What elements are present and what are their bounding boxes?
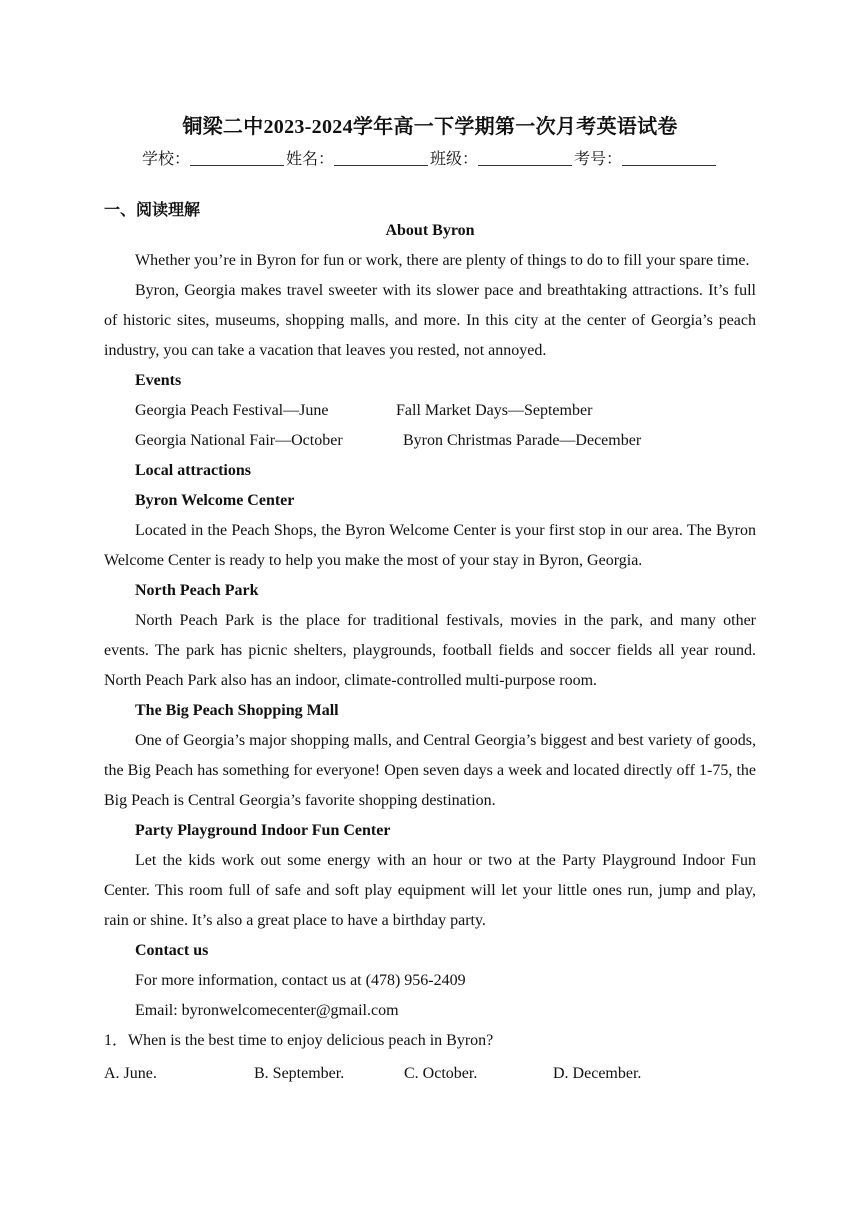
- contact-heading: Contact us: [135, 942, 209, 959]
- event-item: Byron Christmas Parade—December: [403, 432, 642, 449]
- number-label: 考号：: [574, 149, 623, 168]
- class-label: 班级：: [430, 149, 479, 168]
- welcome-center-text: Located in the Peach Shops, the Byron Welcome Center is your first stop in our area. The Byron Welcome Center is ready to help you make the most of your stay in Byron, Georgia.: [104, 522, 756, 569]
- name-label: 姓名：: [285, 149, 334, 168]
- party-heading: Party Playground Indoor Fun Center: [135, 822, 391, 839]
- mall-text: One of Georgia’s major shopping malls, and Central Georgia’s biggest and best variety of goods, the Big Peach has something for everyone! Open seven days a week and located directly off 1-75, the Big Peach is Central Georgia’s favorite shopping destination.: [104, 732, 756, 809]
- park-heading: North Peach Park: [135, 582, 259, 599]
- question-1: 1．When is the best time to enjoy delicious peach in Byron?: [104, 1032, 494, 1049]
- event-item: Fall Market Days—September: [396, 402, 593, 419]
- welcome-center-heading: Byron Welcome Center: [135, 492, 295, 509]
- event-item: Georgia National Fair—October: [135, 432, 343, 449]
- section-heading: 一、阅读理解: [104, 200, 201, 219]
- paragraph-intro: Whether you’re in Byron for fun or work, there are plenty of things to do to fill your spare time.: [135, 252, 750, 269]
- option-a[interactable]: A. June.: [104, 1065, 157, 1082]
- page-title: 铜梁二中2023-2024学年高一下学期第一次月考英语试卷: [182, 116, 678, 138]
- option-b[interactable]: B. September.: [254, 1065, 345, 1082]
- school-label: 学校：: [141, 149, 190, 168]
- question-1-options: [104, 1059, 756, 1089]
- passage-title: About Byron: [385, 222, 475, 239]
- events-heading: Events: [135, 372, 182, 389]
- party-text: Let the kids work out some energy with an hour or two at the Party Playground Indoor Fun Center. This room full of safe and soft play equipment will let your little ones run, jump and play, rain or shine. It’s also a great place to have a birthday party.: [104, 852, 756, 929]
- contact-email: Email: byronwelcomecenter@gmail.com: [135, 1002, 399, 1019]
- mall-heading: The Big Peach Shopping Mall: [135, 702, 339, 719]
- event-item: Georgia Peach Festival—June: [135, 402, 329, 419]
- paragraph-byron: Byron, Georgia makes travel sweeter with its slower pace and breathtaking attractions. It’s full of historic sites, museums, shopping malls, and more. In this city at the center of Georgia’s peach industry, you can take a vacation that leaves you rested, not annoyed.: [104, 282, 756, 359]
- reading-passage: [104, 216, 756, 1089]
- events-row: [104, 396, 756, 426]
- student-info-line: [0, 146, 860, 169]
- events-row: [104, 426, 756, 456]
- park-text: North Peach Park is the place for traditional festivals, movies in the park, and many other events. The park has picnic shelters, playgrounds, football fields and soccer fields all year round. North Peach Park also has an indoor, climate-controlled multi-purpose room.: [104, 612, 756, 689]
- school-blank[interactable]: [190, 151, 284, 166]
- option-d[interactable]: D. December.: [553, 1065, 642, 1082]
- number-blank[interactable]: [622, 151, 716, 166]
- option-c[interactable]: C. October.: [404, 1065, 478, 1082]
- class-blank[interactable]: [478, 151, 572, 166]
- local-attractions-heading: Local attractions: [135, 462, 251, 479]
- contact-phone: For more information, contact us at (478) 956-2409: [135, 972, 466, 989]
- name-blank[interactable]: [334, 151, 428, 166]
